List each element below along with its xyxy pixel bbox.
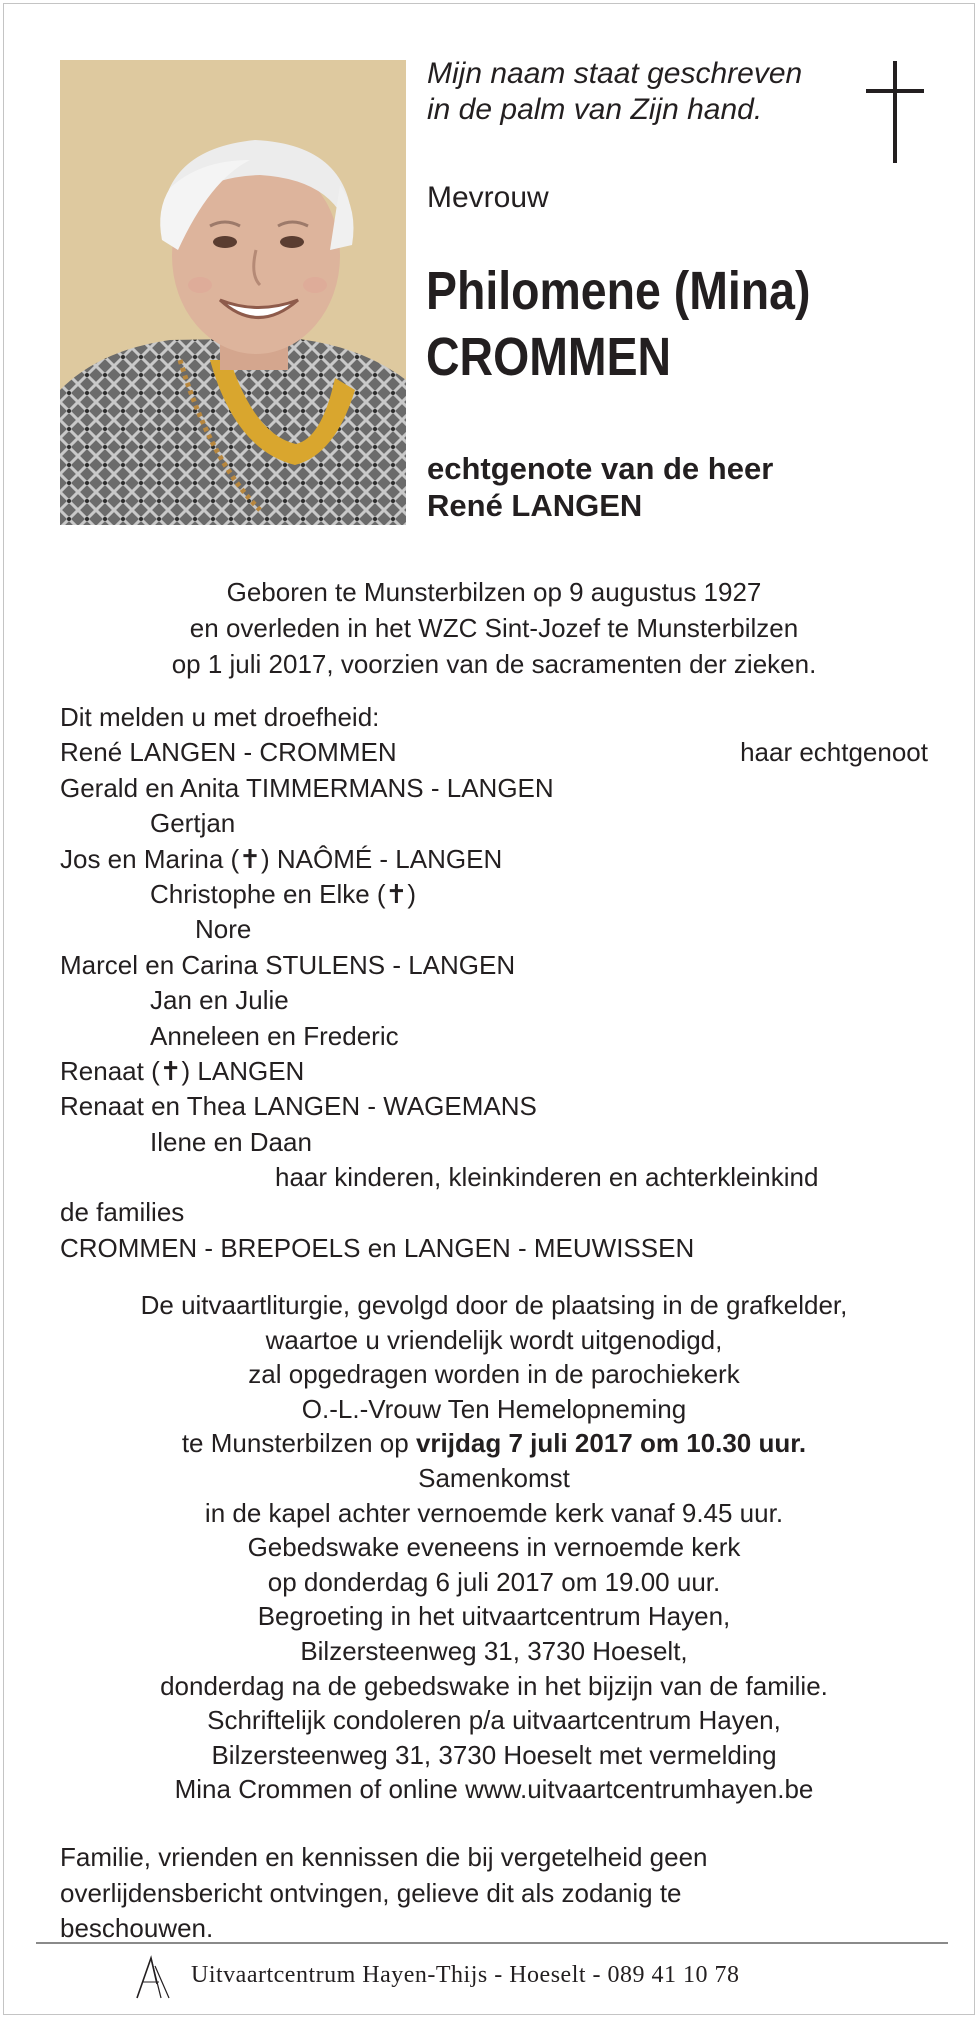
service-date-line [60,1426,928,1461]
mourner-name: René LANGEN - CROMMEN [60,737,397,768]
spouse-line: echtgenote van de heer [427,451,774,486]
mourner-row: CROMMEN - BREPOELS en LANGEN - MEUWISSEN [60,1232,695,1263]
spouse-info [427,450,773,524]
service-details [60,1288,928,1807]
mourner-row: Anneleen en Frederic [150,1020,399,1051]
mourner-row: Christophe en Elke (✝) [150,878,417,909]
mourner-row [60,735,928,770]
verse [427,56,802,128]
service-line: in de kapel achter vernoemde kerk vanaf 9.45 uur. [204,1497,784,1528]
service-line: donderdag na de gebedswake in het bijzijn van de familie. [160,1670,828,1701]
closing-note [60,1840,928,1947]
service-line: Mina Crommen of online www.uitvaartcentrumhayen.be [174,1774,814,1805]
service-line: O.-L.-Vrouw Ten Hemelopneming [301,1393,687,1424]
closing-line: Familie, vrienden en kennissen die bij vergetelheid geen [60,1842,708,1872]
service-line: op donderdag 6 juli 2017 om 19.00 uur. [267,1566,721,1597]
footer-contact: Uitvaartcentrum Hayen-Thijs - Hoeselt - 089 41 10 78 [191,1962,740,1988]
service-datetime: vrijdag 7 juli 2017 om 10.30 uur. [415,1428,807,1459]
birth-line: en overleden in het WZC Sint-Jozef te Munsterbilzen [189,613,799,643]
deceased-name [426,258,810,390]
service-line: waartoe u vriendelijk wordt uitgenodigd, [265,1324,723,1355]
portrait-photo [60,60,406,525]
cross-icon [866,61,924,163]
deceased-last-name: CROMMEN [426,327,672,387]
closing-line: overlijdensbericht ontvingen, gelieve dit als zodanig te [60,1877,682,1908]
deceased-first-name: Philomene (Mina) [426,261,811,321]
footer-divider [36,1942,948,1944]
service-line: Samenkomst [418,1462,570,1493]
obituary-card [3,3,975,2015]
service-line: Gebedswake eveneens in vernoemde kerk [247,1532,741,1563]
mourner-row: Renaat en Thea LANGEN - WAGEMANS [60,1091,537,1122]
service-line: Bilzersteenweg 31, 3730 Hoeselt met vermelding [211,1739,777,1770]
mourner-row: Nore [195,914,252,945]
spouse-line: René LANGEN [427,488,643,523]
mourner-relation: haar echtgenoot [740,737,928,768]
mourners-list [60,700,928,1266]
closing-line: beschouwen. [60,1913,214,1943]
service-line: De uitvaartliturgie, gevolgd door de plaatsing in de grafkelder, [140,1290,848,1320]
mourner-row: Renaat (✝) LANGEN [60,1055,305,1086]
mourner-row: Jan en Julie [150,985,289,1016]
mourner-row: Marcel en Carina STULENS - LANGEN [60,949,516,980]
service-line: Bilzersteenweg 31, 3730 Hoeselt, [300,1635,688,1666]
service-line: Schriftelijk condoleren p/a uitvaartcentrum Hayen, [207,1705,781,1736]
salutation: Mevrouw [427,181,549,214]
mourner-row: Jos en Marina (✝) NAÔMÉ - LANGEN [60,843,503,874]
mourner-row: Gertjan [150,808,236,839]
mourner-row: Gerald en Anita TIMMERMANS - LANGEN [60,772,554,803]
mourner-row: Ilene en Daan [150,1126,312,1157]
mourner-row: haar kinderen, kleinkinderen en achterkleinkind [275,1162,819,1193]
birth-line: Geboren te Munsterbilzen op 9 augustus 1927 [226,577,762,607]
service-place: te Munsterbilzen op [181,1428,416,1459]
birth-death-details [60,574,928,682]
funeral-home-logo-icon [133,1954,173,2000]
service-line: zal opgedragen worden in de parochiekerk [248,1359,740,1390]
verse-line: in de palm van Zijn hand. [427,93,763,126]
mourner-row: de families [60,1197,185,1228]
verse-line: Mijn naam staat geschreven [427,57,803,90]
mourners-intro: Dit melden u met droefheid: [60,702,380,732]
service-line: Begroeting in het uitvaartcentrum Hayen, [257,1601,731,1632]
birth-line: op 1 juli 2017, voorzien van de sacramenten der zieken. [171,649,817,679]
